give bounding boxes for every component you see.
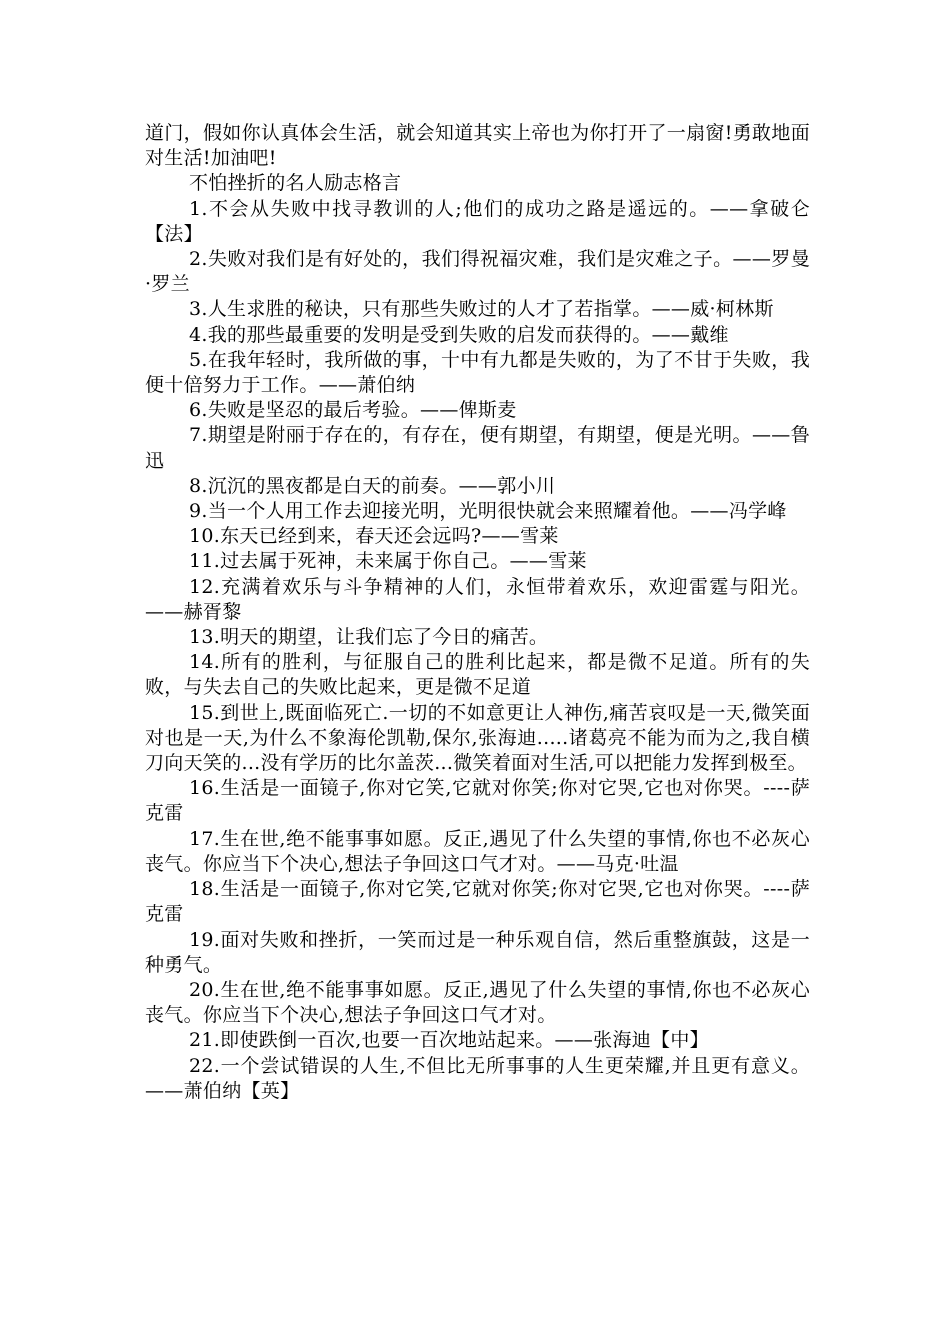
quote-21: 21.即使跌倒一百次,也要一百次地站起来。——张海迪【中】 bbox=[189, 1029, 709, 1052]
quote-22: 22.一个尝试错误的人生,不但比无所事事的人生更荣耀,并且更有意义。——萧伯纳【英】 bbox=[145, 1054, 810, 1102]
quote-11: 11.过去属于死神，未来属于你自己。——雪莱 bbox=[189, 550, 587, 573]
quote-8: 8.沉沉的黑夜都是白天的前奏。——郭小川 bbox=[189, 474, 556, 497]
quote-3: 3.人生求胜的秘诀，只有那些失败过的人才了若指掌。——威·柯林斯 bbox=[189, 298, 774, 321]
quote-17: 17.生在世,绝不能事事如愿。反正,遇见了什么失望的事情,你也不必灰心丧气。你应当下个决心,想法子争回这口气才对。——马克·吐温 bbox=[145, 827, 810, 875]
quote-9: 9.当一个人用工作去迎接光明，光明很快就会来照耀着他。——冯学峰 bbox=[189, 500, 787, 523]
section-heading: 不怕挫折的名人励志格言 bbox=[189, 172, 402, 195]
quote-13: 13.明天的期望，让我们忘了今日的痛苦。 bbox=[189, 626, 549, 649]
document-body bbox=[145, 121, 810, 1104]
quote-19: 19.面对失败和挫折，一笑而过是一种乐观自信，然后重整旗鼓，这是一种勇气。 bbox=[145, 928, 810, 976]
quote-15: 15.到世上,既面临死亡.一切的不如意更让人神伤,痛苦哀叹是一天,微笑面对也是一天,为什么不象海伦凯勒,保尔,张海迪.....诸葛亮不能为而为之,我自横刀向天笑的...没有学历的比尔盖茨...微笑着面对生活,可以把能力发挥到极至。 bbox=[145, 701, 810, 775]
quote-5: 5.在我年轻时，我所做的事，十中有九都是失败的，为了不甘于失败，我便十倍努力于工作。——萧伯纳 bbox=[145, 348, 810, 397]
quote-12: 12.充满着欢乐与斗争精神的人们，永恒带着欢乐，欢迎雷霆与阳光。——赫胥黎 bbox=[145, 575, 810, 623]
quote-7: 7.期望是附丽于存在的，有存在，便有期望，有期望，便是光明。——鲁迅 bbox=[145, 424, 810, 472]
quote-16: 16.生活是一面镜子,你对它笑,它就对你笑;你对它哭,它也对你哭。----萨克雷 bbox=[145, 777, 810, 825]
paragraph-intro: 道门，假如你认真体会生活，就会知道其实上帝也为你打开了一扇窗!勇敢地面对生活!加油吧! bbox=[145, 122, 810, 170]
quote-6: 6.失败是坚忍的最后考验。——俾斯麦 bbox=[189, 399, 517, 422]
quote-1: 1.不会从失败中找寻教训的人;他们的成功之路是遥远的。——拿破仑【法】 bbox=[145, 197, 810, 245]
quote-2: 2.失败对我们是有好处的，我们得祝福灾难，我们是灾难之子。——罗曼·罗兰 bbox=[145, 248, 810, 296]
quote-20: 20.生在世,绝不能事事如愿。反正,遇见了什么失望的事情,你也不必灰心丧气。你应当下个决心,想法子争回这口气才对。 bbox=[145, 978, 810, 1027]
quote-4: 4.我的那些最重要的发明是受到失败的启发而获得的。——戴维 bbox=[189, 323, 729, 346]
quote-10: 10.东天已经到来，春天还会远吗?——雪莱 bbox=[189, 525, 559, 548]
quote-18: 18.生活是一面镜子,你对它笑,它就对你笑;你对它哭,它也对你哭。----萨克雷 bbox=[145, 878, 810, 926]
quote-14: 14.所有的胜利，与征服自己的胜利比起来，都是微不足道。所有的失败，与失去自己的失败比起来，更是微不足道 bbox=[145, 651, 810, 699]
